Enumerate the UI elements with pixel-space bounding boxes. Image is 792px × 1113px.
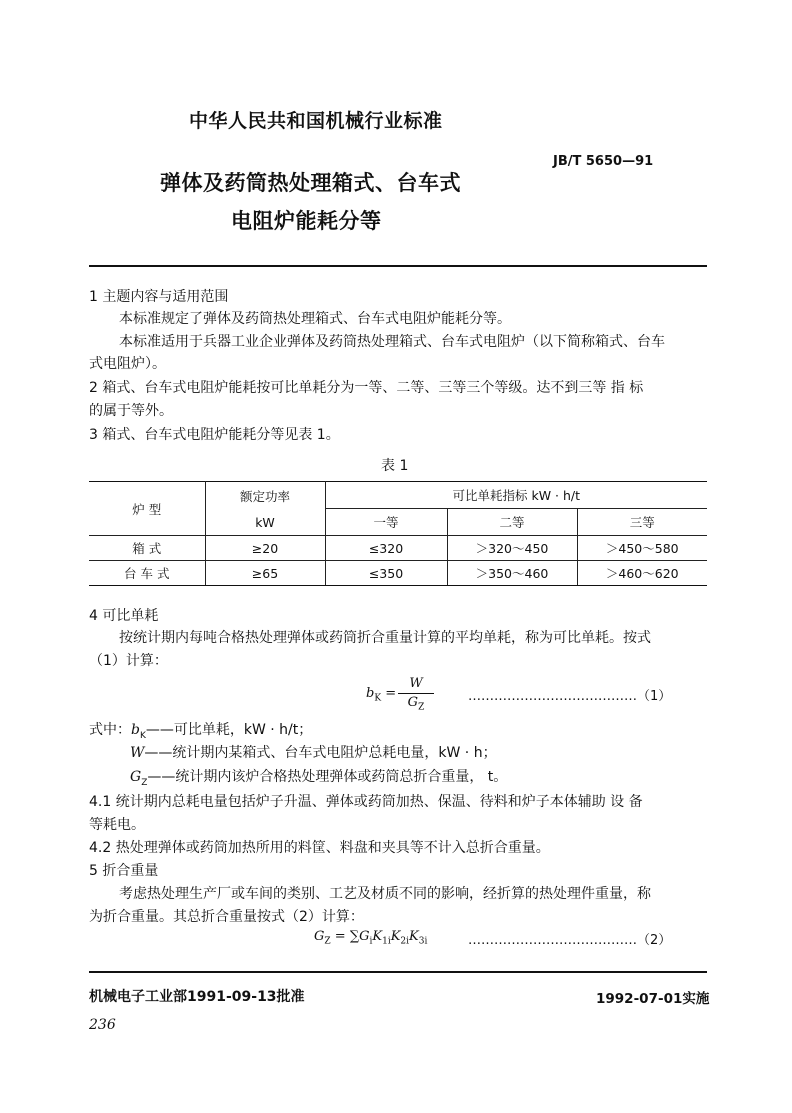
formula-2-number: …………………………………（2） [468, 933, 672, 948]
col-header-index: 可比单耗指标 kW · h/t [325, 482, 707, 509]
row-type: 箱 式 [89, 536, 205, 561]
section-5-p1-line1: 考虑热处理生产厂或车间的类别、工艺及材质不同的影响，经折算的热处理件重量，称 [119, 886, 651, 902]
formula-2-k2: K [390, 929, 401, 944]
formula-1-denominator [398, 695, 434, 713]
row-grade2: ＞350～460 [447, 561, 577, 586]
effective-date: 1992-07-01实施 [596, 991, 710, 1007]
table-row [89, 561, 707, 586]
col-header-power [205, 482, 325, 536]
row-grade1: ≤320 [325, 536, 447, 561]
section-3-line1: 3 箱式、台车式电阻炉能耗分等见表 1。 [89, 427, 340, 443]
def-1-text: ——可比单耗，kW · h/t； [145, 722, 313, 738]
def-2-symbol: W [130, 745, 145, 761]
def-2-text: ——统计期内某箱式、台车式电阻炉总耗电量，kW · h； [144, 745, 497, 761]
def-3-text: ——统计期内该炉合格热处理弹体或药筒总折合重量， t。 [147, 769, 508, 785]
org-name: 中华人民共和国机械行业标准 [189, 110, 443, 132]
section-2-line2: 的属于等外。 [89, 403, 173, 419]
doc-title-line1: 弹体及药筒热处理箱式、台车式 [160, 171, 461, 195]
col-header-grade2: 二等 [447, 509, 577, 536]
formula-1-den-symbol: G [407, 695, 419, 710]
section-4-heading: 4 可比单耗 [89, 608, 159, 624]
formula-2-sub-i: i [369, 936, 373, 947]
section-1-p2-line2: 式电阻炉）。 [89, 356, 166, 372]
formula-2-rhs-g: = ∑G [330, 929, 370, 944]
header-rule [89, 265, 707, 267]
def-3-sub: Z [141, 777, 148, 788]
row-power: ≥20 [205, 536, 325, 561]
col-header-power-unit: kW [255, 515, 275, 530]
page-number: 236 [89, 1017, 116, 1033]
col-header-grade3: 三等 [577, 509, 707, 536]
section-5-heading: 5 折合重量 [89, 863, 159, 879]
row-grade2: ＞320～450 [447, 536, 577, 561]
col-header-power-label: 额定功率 [239, 489, 290, 504]
standard-code: JB/T 5650—91 [553, 154, 654, 169]
footer-rule [89, 971, 707, 973]
row-grade3: ＞450～580 [577, 536, 707, 561]
row-grade3: ＞460～620 [577, 561, 707, 586]
formula-2-k1: K [372, 929, 383, 944]
formula-2 [314, 929, 427, 947]
formula-2-sub-2i: 2i [400, 936, 410, 947]
formula-1-lhs-symbol: b [366, 686, 375, 701]
formula-1-numerator: W [409, 676, 423, 691]
col-header-type: 炉 型 [89, 482, 205, 536]
formula-1-lhs: $b_K$ = [366, 686, 397, 704]
def-1-symbol: b [131, 722, 140, 738]
table-caption: 表 1 [381, 458, 409, 474]
approval-date: 机械电子工业部1991-09-13批准 [89, 989, 305, 1005]
def-3-symbol: G [130, 769, 142, 785]
table-row [89, 536, 707, 561]
section-4-1-line2: 等耗电。 [89, 817, 145, 833]
row-grade1: ≤350 [325, 561, 447, 586]
section-4-1-line1: 4.1 统计期内总耗电量包括炉子升温、弹体或药筒加热、保温、待料和炉子本体辅助 设 备 [89, 794, 643, 810]
section-1-p2-line1: 本标准适用于兵器工业企业弹体及药筒热处理箱式、台车式电阻炉（以下简称箱式、台车 [119, 334, 665, 350]
def-1-sub: K [139, 730, 146, 741]
section-4-p1-line1: 按统计期内每吨合格热处理弹体或药筒折合重量计算的平均单耗，称为可比单耗。按式 [119, 630, 651, 646]
section-4-p1-line2: （1）计算： [89, 653, 168, 669]
doc-title-line2: 电阻炉能耗分等 [231, 209, 382, 233]
where-definition-3 [130, 766, 507, 788]
col-header-grade1: 一等 [325, 509, 447, 536]
section-1-p1: 本标准规定了弹体及药筒热处理箱式、台车式电阻炉能耗分等。 [119, 311, 511, 327]
formula-1-den-sub: Z [418, 702, 425, 713]
formula-2-k3: K [409, 929, 419, 944]
row-type: 台 车 式 [89, 561, 205, 586]
energy-grade-table [89, 481, 707, 586]
section-5-p1-line2: 为折合重量。其总折合重量按式（2）计算： [89, 909, 364, 925]
section-2-line1: 2 箱式、台车式电阻炉能耗按可比单耗分为一等、二等、三等三个等级。达不到三等 指 标 [89, 380, 644, 396]
where-definition-2 [130, 742, 497, 762]
where-prefix: 式中： [89, 722, 131, 738]
section-4-2-line1: 4.2 热处理弹体或药筒加热所用的料筐、料盘和夹具等不计入总折合重量。 [89, 840, 550, 856]
where-definition-1 [89, 719, 312, 741]
formula-1-fraction-bar [398, 693, 434, 694]
formula-2-sub-3i: 3i [418, 936, 428, 947]
section-1-heading: 1 主题内容与适用范围 [89, 289, 229, 305]
formula-1-number: …………………………………（1） [468, 689, 672, 704]
formula-2-lhs: G [314, 929, 325, 944]
formula-2-lhs-sub: Z [324, 936, 331, 947]
row-power: ≥65 [205, 561, 325, 586]
formula-1-lhs-sub: K [374, 693, 382, 704]
formula-2-sub-1i: 1i [382, 936, 391, 947]
